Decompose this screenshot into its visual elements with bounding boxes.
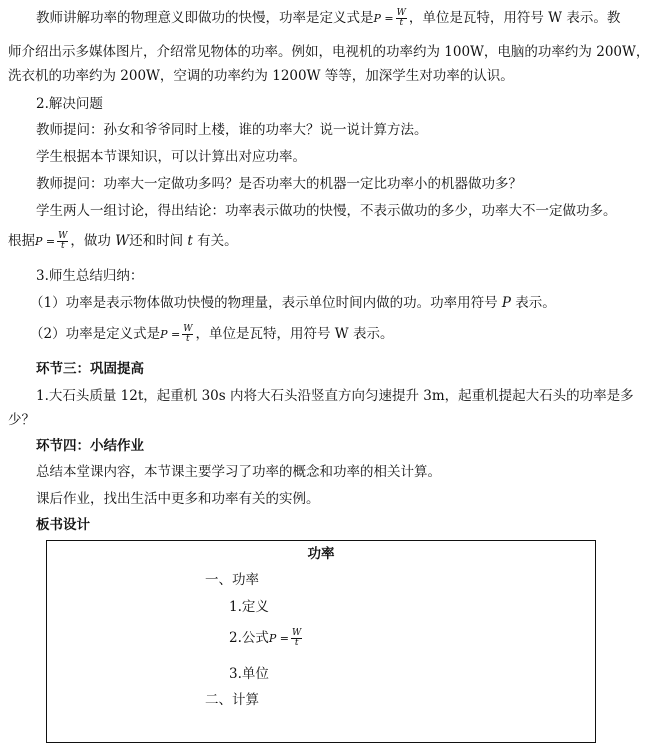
exercise-1: 1.大石头质量 12t，起重机 30s 内将大石头沿竖直方向匀速提升 3m，起重机提起大石头的功率是多 bbox=[36, 388, 634, 404]
fraction-numerator: W bbox=[58, 231, 68, 241]
fraction-numerator: W bbox=[183, 324, 193, 334]
paragraph-power-meaning bbox=[36, 9, 620, 28]
fraction-denominator: t bbox=[294, 638, 299, 648]
variable-w: W bbox=[115, 233, 130, 249]
text: 有关。 bbox=[197, 233, 238, 249]
formula-symbol: P = bbox=[373, 12, 394, 25]
fraction-denominator: t bbox=[399, 18, 404, 28]
board-item-formula bbox=[229, 629, 304, 648]
paragraph-line: 洗衣机的功率约为 200W，空调的功率约为 1200W 等等，加深学生对功率的认识。 bbox=[8, 68, 514, 84]
lesson-summary: 总结本堂课内容，本节课主要学习了功率的概念和功率的相关计算。 bbox=[36, 464, 441, 480]
formula-fraction bbox=[182, 325, 193, 344]
student-answer-2-continued bbox=[8, 232, 238, 251]
conclusion-1 bbox=[30, 294, 556, 312]
exercise-1-continued: 少？ bbox=[8, 412, 35, 428]
student-answer-1: 学生根据本节课知识，可以计算出对应功率。 bbox=[36, 149, 306, 165]
fraction-denominator: t bbox=[186, 334, 190, 344]
formula-fraction bbox=[396, 9, 407, 28]
formula-symbol: P = bbox=[268, 632, 290, 645]
text: 教师讲解功率的物理意义即做功的快慢，功率是定义式是 bbox=[36, 10, 374, 26]
text: ，单位是瓦特，用符号 W 表示。 bbox=[195, 326, 394, 342]
heading-board-design: 板书设计 bbox=[36, 517, 90, 533]
formula-fraction bbox=[291, 629, 302, 648]
section-heading-solve: 2.解决问题 bbox=[36, 96, 103, 112]
section-heading-summary: 3.师生总结归纳： bbox=[36, 268, 144, 284]
formula-symbol: P = bbox=[35, 235, 56, 248]
fraction-numerator: W bbox=[396, 8, 406, 18]
teacher-question-2: 教师提问：功率大一定做功多吗？是否功率大的机器一定比功率小的机器做功多？ bbox=[36, 176, 522, 192]
text: 根据 bbox=[8, 233, 35, 249]
teacher-question-1: 教师提问：孙女和爷爷同时上楼，谁的功率大？说一说计算方法。 bbox=[36, 122, 428, 138]
student-answer-2: 学生两人一组讨论，得出结论：功率表示做功的快慢，不表示做功的多少，功率大不一定做功多。 bbox=[36, 203, 617, 219]
text: 2.公式 bbox=[229, 630, 269, 646]
heading-stage-three: 环节三：巩固提高 bbox=[36, 361, 144, 377]
fraction-numerator: W bbox=[292, 628, 302, 638]
text: （2）功率是定义式是 bbox=[30, 326, 161, 342]
board-item-power: 一、功率 bbox=[205, 572, 259, 588]
text: 还和时间 bbox=[129, 233, 184, 249]
board-item-calculation: 二、计算 bbox=[205, 692, 259, 708]
text: 表示。 bbox=[515, 295, 556, 311]
text: ，做功 bbox=[70, 233, 111, 249]
text: （1）功率是表示物体做功快慢的物理量，表示单位时间内做的功。功率用符号 bbox=[30, 295, 498, 311]
board-item-definition: 1.定义 bbox=[229, 599, 269, 615]
variable-t: t bbox=[187, 233, 193, 249]
formula-symbol: P = bbox=[160, 328, 181, 341]
fraction-denominator: t bbox=[60, 241, 65, 251]
variable-p: P bbox=[501, 295, 511, 311]
board-design-box bbox=[46, 540, 596, 743]
formula-fraction bbox=[57, 232, 68, 251]
board-item-unit: 3.单位 bbox=[229, 666, 269, 682]
text: ，单位是瓦特，用符号 W 表示。教 bbox=[408, 10, 621, 26]
heading-stage-four: 环节四：小结作业 bbox=[36, 438, 144, 454]
homework: 课后作业，找出生活中更多和功率有关的实例。 bbox=[36, 491, 320, 507]
paragraph-line: 师介绍出示多媒体图片，介绍常见物体的功率。例如，电视机的功率约为 100W，电脑的功率约为 200W， bbox=[8, 44, 650, 60]
board-title: 功率 bbox=[307, 546, 335, 562]
conclusion-2 bbox=[30, 325, 393, 344]
